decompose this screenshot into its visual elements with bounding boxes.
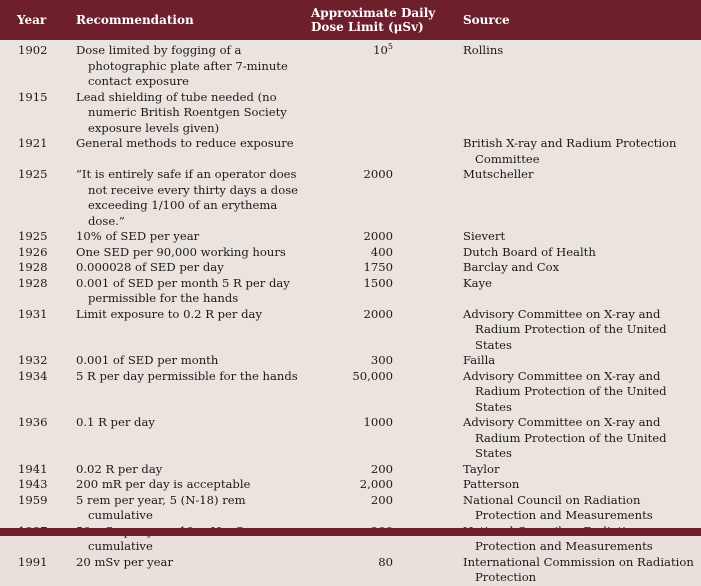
source-text: International Commission on Radiation Protection — [463, 554, 694, 584]
year-cell: 1932 — [18, 353, 48, 367]
source-cell — [463, 369, 701, 416]
recommendation-cell — [76, 493, 311, 524]
year-cell: 1915 — [18, 89, 48, 104]
dose-value: 1500 — [363, 275, 393, 290]
year-cell: 1928 — [18, 275, 48, 290]
year-cell: 1941 — [18, 461, 48, 476]
recommendation-cell — [76, 245, 311, 261]
recommendation-text: 5 R per day permissible for the hands — [76, 368, 298, 383]
recommendation-cell — [76, 462, 311, 478]
source-text: National Council on Radiation Protection and Measurements — [463, 492, 653, 522]
year-cell: 1925 — [18, 229, 48, 243]
recommendation-text: 0.001 of SED per month 5 R per day permissible for the hands — [76, 275, 290, 305]
source-text: Advisory Committee on X-ray and Radium Protection of the United States — [463, 368, 667, 414]
dose-limit-cell — [311, 276, 393, 307]
table-row — [0, 493, 701, 524]
source-text: Barclay and Cox — [463, 260, 560, 274]
dose-value: 200 — [370, 461, 393, 476]
source-text: Taylor — [463, 461, 500, 476]
table-row — [0, 276, 701, 307]
recommendation-cell — [76, 555, 311, 586]
dose-value: 400 — [370, 244, 393, 259]
table-row — [0, 555, 701, 586]
source-text: Advisory Committee on X-ray and Radium Protection of the United States — [463, 306, 667, 352]
source-cell — [463, 415, 701, 462]
dose-limit-cell — [311, 167, 393, 229]
recommendation-cell — [76, 353, 311, 369]
recommendation-cell — [76, 369, 311, 416]
table-row — [0, 229, 701, 245]
table-row — [0, 477, 701, 493]
dose-limit-cell — [311, 136, 393, 167]
source-cell — [463, 477, 701, 493]
table-row — [0, 40, 701, 90]
year-cell: 1943 — [18, 477, 48, 491]
header-recommendation: Recommendation — [76, 13, 194, 27]
table-row — [0, 415, 701, 462]
recommendation-cell — [76, 90, 311, 137]
recommendation-cell — [76, 40, 311, 90]
recommendation-cell — [76, 167, 311, 229]
year-cell: 1926 — [18, 244, 48, 259]
year-cell: 1991 — [18, 554, 48, 569]
source-text: Kaye — [463, 275, 492, 290]
source-cell — [463, 229, 701, 245]
table-row — [0, 167, 701, 229]
dose-limit-cell — [311, 493, 393, 524]
dose-value: 2000 — [363, 229, 393, 243]
recommendation-cell — [76, 276, 311, 307]
recommendation-text: 0.1 R per day — [76, 415, 155, 429]
header-dose-limit — [311, 0, 436, 40]
recommendation-cell — [76, 136, 311, 167]
recommendation-text: Dose limited by fogging of a photographic plate after 7-minute contact exposure — [76, 43, 288, 88]
recommendation-text: 10% of SED per year — [76, 229, 200, 243]
dose-value: 80 — [378, 554, 393, 569]
dose-value: 1750 — [363, 260, 393, 274]
source-text: Protection and Measurements — [475, 539, 653, 553]
dose-limit-cell — [311, 260, 393, 276]
year-cell: 1934 — [18, 368, 48, 383]
source-cell — [463, 276, 701, 307]
source-text: British X-ray and Radium Protection Committee — [463, 136, 677, 166]
dose-value: 200 — [370, 492, 393, 507]
header-year: Year — [17, 13, 47, 27]
source-cell — [463, 167, 701, 229]
table-row — [0, 369, 701, 416]
table-row — [0, 353, 701, 369]
source-cell — [463, 136, 701, 167]
dose-limit-cell — [311, 40, 393, 90]
header-source: Source — [463, 13, 510, 27]
header-dose-line2: Dose Limit (μSv) — [311, 20, 424, 34]
source-cell — [463, 90, 701, 137]
source-text: Advisory Committee on X-ray and Radium Protection of the United States — [463, 415, 667, 460]
recommendation-text: 0.000028 of SED per day — [76, 260, 224, 274]
source-cell — [463, 307, 701, 354]
recommendation-text: General methods to reduce exposure — [76, 136, 294, 150]
dose-limit-cell — [311, 415, 393, 462]
source-text: Sievert — [463, 229, 506, 243]
dose-value: 50,000 — [352, 368, 393, 383]
recommendation-cell — [76, 229, 311, 245]
dose-value: 1000 — [363, 415, 393, 429]
source-cell — [463, 353, 701, 369]
recommendation-cell — [76, 415, 311, 462]
year-cell: 1936 — [18, 415, 48, 429]
dose-value: 300 — [370, 353, 393, 367]
recommendation-text: 200 mR per day is acceptable — [76, 477, 251, 491]
source-cell — [463, 493, 701, 524]
table-row — [0, 260, 701, 276]
dose-limit-cell — [311, 555, 393, 586]
source-cell — [463, 245, 701, 261]
dose-limit-cell — [311, 90, 393, 137]
recommendation-text: cumulative — [88, 539, 153, 553]
header-row — [0, 0, 701, 40]
dose-value: 2000 — [363, 306, 393, 321]
year-cell: 1959 — [18, 492, 48, 507]
recommendation-text: 0.02 R per day — [76, 461, 163, 476]
source-text: Failla — [463, 353, 496, 367]
recommendation-cell — [76, 307, 311, 354]
recommendation-text: Limit exposure to 0.2 R per day — [76, 306, 263, 321]
header-dose-line1: Approximate Daily — [311, 6, 436, 20]
table-row — [0, 90, 701, 137]
recommendation-text: 20 mSv per year — [76, 554, 173, 569]
recommendation-text: One SED per 90,000 working hours — [76, 244, 286, 259]
source-cell — [463, 462, 701, 478]
recommendation-cell — [76, 260, 311, 276]
dose-value: 2,000 — [359, 477, 393, 491]
bottom-rule — [0, 528, 701, 536]
dose-limit-cell — [311, 307, 393, 354]
table-row — [0, 136, 701, 167]
source-text: Dutch Board of Health — [463, 244, 596, 259]
source-text: Patterson — [463, 477, 520, 491]
dose-limit-cell — [311, 229, 393, 245]
source-cell — [463, 555, 701, 586]
year-cell: 1921 — [18, 136, 48, 150]
source-text: Rollins — [463, 43, 504, 57]
year-cell: 1902 — [18, 43, 48, 57]
recommendation-text: 5 rem per year, 5 (N-18) rem cumulative — [76, 492, 246, 522]
recommendation-text: “It is entirely safe if an operator does not receive every thirty days a dose exceeding 1/100 of an erythema dose.” — [76, 167, 299, 228]
recommendation-cell — [76, 477, 311, 493]
dose-limit-cell — [311, 462, 393, 478]
year-cell: 1928 — [18, 260, 48, 274]
dose-value: 2000 — [363, 167, 393, 181]
table-row — [0, 245, 701, 261]
source-cell — [463, 260, 701, 276]
table-row — [0, 307, 701, 354]
year-cell: 1931 — [18, 306, 48, 321]
dose-limit-cell — [311, 353, 393, 369]
dose-limit-cell — [311, 477, 393, 493]
dose-value: 10 — [373, 43, 388, 57]
dose-limit-cell — [311, 245, 393, 261]
recommendation-text: Lead shielding of tube needed (no numeric British Roentgen Society exposure levels given) — [76, 89, 287, 135]
dose-limit-cell — [311, 369, 393, 416]
year-cell: 1925 — [18, 167, 48, 181]
source-cell — [463, 40, 701, 90]
source-text: Mutscheller — [463, 167, 534, 181]
table-row — [0, 462, 701, 478]
dose-exponent: 5 — [387, 42, 393, 51]
recommendation-text: 0.001 of SED per month — [76, 353, 219, 367]
